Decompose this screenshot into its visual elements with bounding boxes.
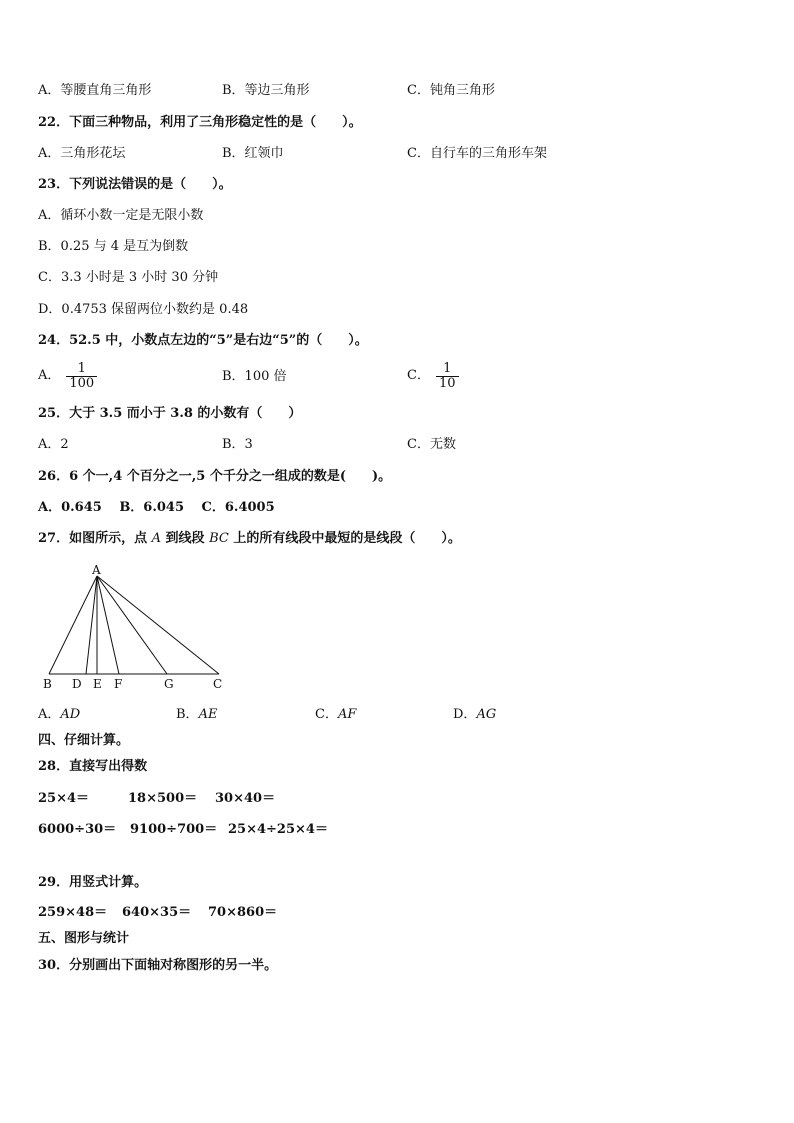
q27-option-d-label: D． [453,707,477,722]
q27-option-b-value: AE [198,707,218,722]
q27-option-a-label: A． [38,707,61,722]
label-e: E [93,677,102,691]
q27-option-a [38,707,80,723]
q23-option-c: C．3.3 小时是 3 小时 30 分钟 [38,270,219,285]
q25-option-a: A．2 [38,437,69,452]
label-b: B [43,677,52,691]
label-a: A [92,563,101,577]
fraction-numerator: 1 [443,360,452,376]
q27-stem-post: 上的所有线段中最短的是线段（ ）。 [228,531,461,546]
q30-stem: 30．分别画出下面轴对称图形的另一半。 [38,958,278,973]
q28-item: 25×4＝ [38,791,90,806]
q23-option-b: B．0.25 与 4 是互为倒数 [38,239,189,254]
q24-option-c-label: C． [407,368,430,383]
segment-ab [49,576,97,674]
q27-option-c [315,707,356,723]
q28-item: 9100÷700＝ [130,822,218,837]
fraction-denominator: 100 [69,375,95,391]
q27-stem-point-a: A [151,531,162,546]
q24-option-a-label: A． [38,368,61,383]
q21-option-a: A．等腰直角三角形 [38,83,152,98]
q22-option-c: C．自行车的三角形车架 [407,146,547,161]
section-5-heading: 五、图形与统计 [38,931,130,946]
q24-option-a-fraction [66,362,97,391]
q24-option-c-fraction [436,362,459,391]
q22-option-b: B．红领巾 [222,146,284,161]
q29-item: 70×860＝ [208,905,278,920]
q27-stem-mid: 到线段 [161,531,210,546]
q27-triangle-figure [34,560,234,695]
label-c: C [213,677,223,691]
segment-ad [86,576,97,674]
q21-option-c: C．钝角三角形 [407,83,495,98]
q29-item: 640×35＝ [122,905,192,920]
q27-option-c-value: AF [337,707,357,722]
q29-stem: 29．用竖式计算。 [38,875,148,890]
q27-option-d-value: AG [476,707,497,722]
q29-item: 259×48＝ [38,905,108,920]
q28-item: 30×40＝ [215,791,276,806]
q27-stem [38,531,461,547]
q28-item: 6000÷30＝ [38,822,117,837]
q28-item: 25×4÷25×4＝ [228,822,328,837]
q27-option-a-value: AD [60,707,81,722]
q23-option-d: D．0.4753 保留两位小数约是 0.48 [38,302,249,317]
q25-option-b: B．3 [222,437,253,452]
q22-option-a: A．三角形花坛 [38,146,126,161]
q27-stem-segment-bc: BC [209,531,229,546]
q24-option-b: B．100 倍 [222,369,287,384]
q27-option-c-label: C． [315,707,338,722]
label-d: D [72,677,82,691]
q25-option-c: C．无数 [407,437,456,452]
q21-option-b: B．等边三角形 [222,83,310,98]
q26-stem: 26．6 个一,4 个百分之一,5 个千分之一组成的数是( )。 [38,469,392,484]
q28-item: 18×500＝ [128,791,198,806]
label-f: F [114,677,123,691]
q23-option-a: A．循环小数一定是无限小数 [38,208,204,223]
q27-stem-pre: 27．如图所示，点 [38,531,152,546]
q27-option-b [176,707,217,723]
q24-option-a [38,358,97,394]
q23-stem: 23．下列说法错误的是（ ）。 [38,177,232,192]
section-4-heading: 四、仔细计算。 [38,733,130,748]
fraction-numerator: 1 [77,360,86,376]
fraction-denominator: 10 [438,375,456,391]
q22-stem: 22．下面三种物品，利用了三角形稳定性的是（ ）。 [38,115,362,130]
label-g: G [164,677,174,691]
q25-stem: 25．大于 3.5 而小于 3.8 的小数有（ ） [38,406,302,421]
q24-option-c [407,358,459,394]
q28-stem: 28．直接写出得数 [38,759,148,774]
q27-option-b-label: B． [176,707,199,722]
q24-stem: 24．52.5 中，小数点左边的“5”是右边“5”的（ ）。 [38,333,368,348]
q26-options: A．0.645 B．6.045 C．6.4005 [38,500,275,515]
q27-option-d [453,707,496,723]
